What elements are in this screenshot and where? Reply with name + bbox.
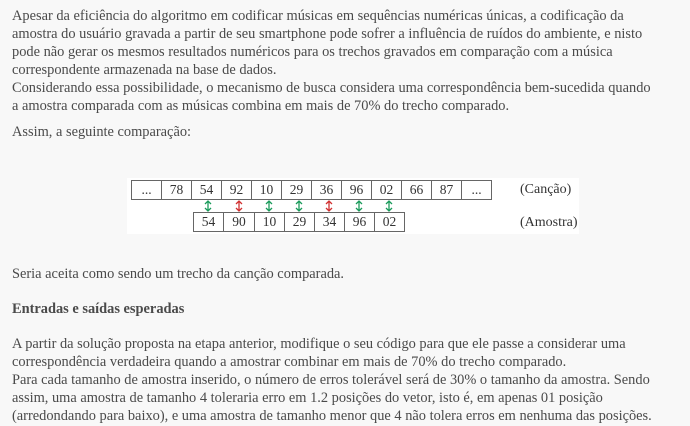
sample-cell: 54 bbox=[193, 212, 224, 232]
comparison-intro-text: Assim, a seguinte comparação: bbox=[12, 124, 192, 140]
song-cell: 54 bbox=[191, 180, 222, 200]
song-cell: 10 bbox=[251, 180, 282, 200]
section-heading: Entradas e saídas esperadas bbox=[12, 301, 185, 317]
text-line: a amostra comparada com as músicas combina em mais de 70% do trecho comparado. bbox=[12, 98, 510, 114]
match-arrow-icon bbox=[384, 200, 394, 212]
match-arrow-icon bbox=[294, 200, 304, 212]
text-line: amostra do usuário gravada a partir de seu smartphone pode sofrer a influência de ruídos do ambiente, e nisto bbox=[12, 26, 643, 42]
song-cell: 36 bbox=[311, 180, 342, 200]
song-row bbox=[131, 180, 492, 200]
match-arrow-icon bbox=[264, 200, 274, 212]
text-line: correspondente armazenada na base de dados. bbox=[12, 62, 277, 78]
text-line: correspondência verdadeira quando a amostrar combinar em mais de 70% do trecho comparado. bbox=[12, 354, 567, 370]
text-line: assim, uma amostra de tamanho 4 toleraria erro em 1.2 posições do vetor, isto é, em apenas 01 posição bbox=[12, 390, 603, 406]
sample-cell: 90 bbox=[223, 212, 255, 232]
mismatch-arrow-icon bbox=[234, 200, 244, 212]
song-cell: 96 bbox=[341, 180, 372, 200]
text-line: A partir da solução proposta na etapa anterior, modifique o seu código para que ele passe a considerar uma bbox=[12, 336, 626, 352]
sample-cell: 96 bbox=[344, 212, 375, 232]
song-cell: 02 bbox=[371, 180, 402, 200]
song-cell: 87 bbox=[431, 180, 462, 200]
song-cell: 92 bbox=[221, 180, 252, 200]
sample-label: (Amostra) bbox=[520, 215, 578, 230]
text-line: Para cada tamanho de amostra inserido, o número de erros tolerável será de 30% o tamanho da amostra. Sendo bbox=[12, 372, 650, 388]
song-cell: ... bbox=[461, 180, 492, 200]
match-arrow-icon bbox=[203, 200, 213, 212]
match-arrow-icon bbox=[354, 200, 364, 212]
song-cell: 29 bbox=[281, 180, 312, 200]
text-line: (arredondando para baixo), e uma amostra de tamanho menor que 4 não tolera erros em nenhuma das posições. bbox=[12, 408, 652, 424]
song-label: (Canção) bbox=[520, 182, 572, 197]
comparison-figure bbox=[127, 178, 579, 234]
sample-row bbox=[193, 212, 405, 232]
sample-cell: 02 bbox=[374, 212, 405, 232]
text-line: pode não gerar os mesmos resultados numéricos para os trechos gravados em comparação com a música bbox=[12, 44, 613, 60]
intro-paragraph bbox=[12, 7, 688, 115]
sample-cell: 10 bbox=[254, 212, 285, 232]
song-cell: ... bbox=[131, 180, 162, 200]
song-cell: 78 bbox=[161, 180, 192, 200]
accepted-text: Seria aceita como sendo um trecho da canção comparada. bbox=[12, 266, 345, 282]
song-cell: 66 bbox=[401, 180, 432, 200]
mismatch-arrow-icon bbox=[324, 200, 334, 212]
text-line: Apesar da eficiência do algoritmo em codificar músicas em sequências numéricas únicas, a codificação da bbox=[12, 8, 624, 24]
text-line: Considerando essa possibilidade, o mecanismo de busca considera uma correspondência bem-sucedida quando bbox=[12, 80, 651, 96]
instructions-paragraph bbox=[12, 335, 688, 425]
sample-cell: 29 bbox=[284, 212, 315, 232]
sample-cell: 34 bbox=[314, 212, 345, 232]
